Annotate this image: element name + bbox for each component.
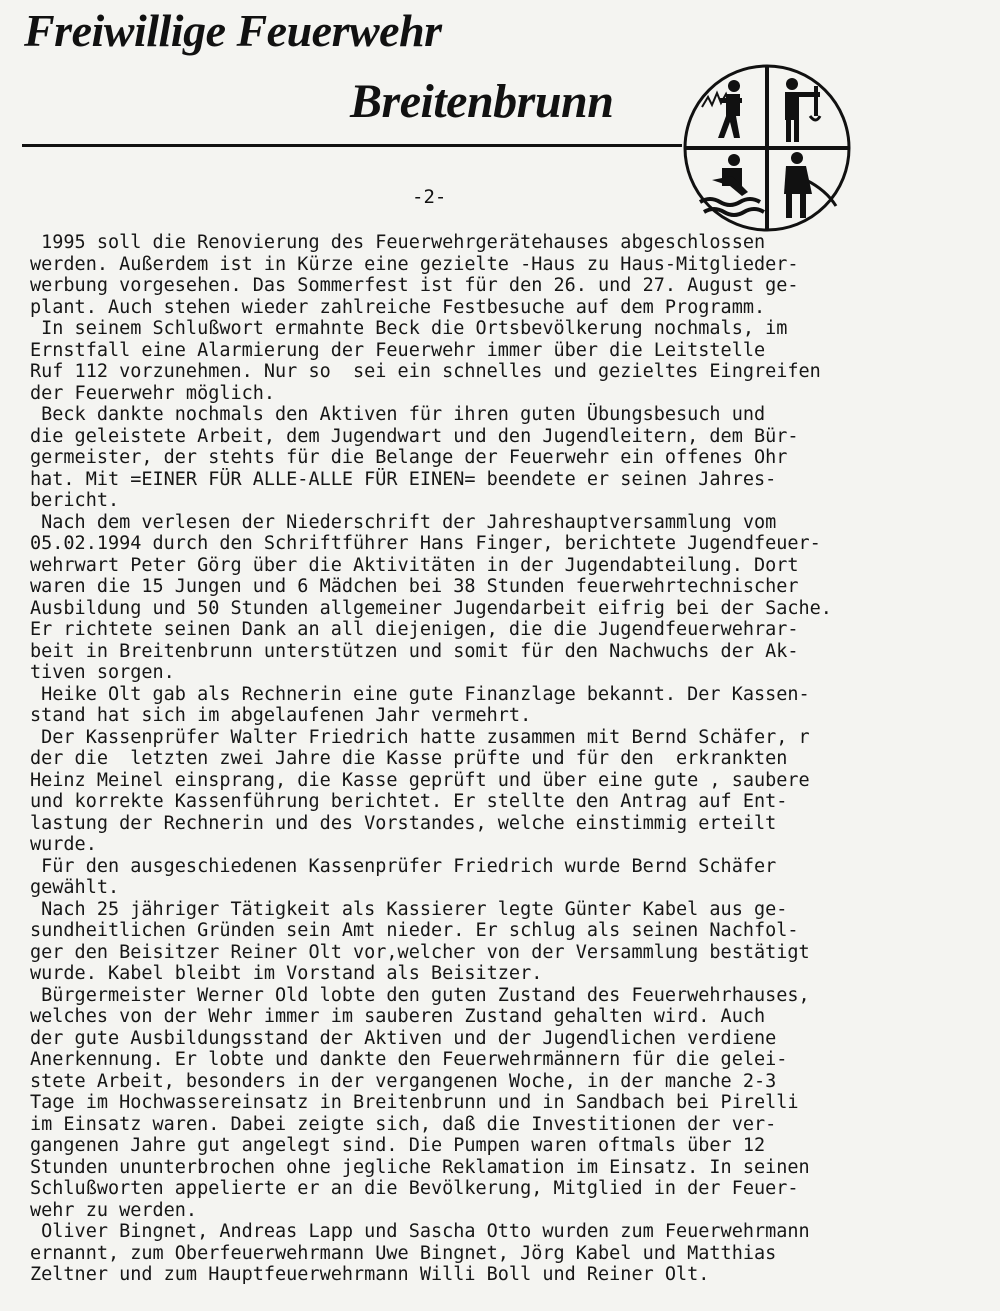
body-line: Anerkennung. Er lobte und dankte den Feuerwehrmännern für die gelei- xyxy=(30,1049,788,1070)
body-line: lastung der Rechnerin und des Vorstandes, welche einstimmig erteilt xyxy=(30,812,777,834)
body-line: Beck dankte nochmals den Aktiven für ihren guten Übungsbesuch und xyxy=(30,404,766,425)
firefighter-flames-figure xyxy=(702,80,742,138)
body-line: sundheitlichen Gründen sein Amt nieder. Er schlug als seinen Nachfol- xyxy=(30,920,799,941)
body-line: der gute Ausbildungsstand der Aktiven und der Jugendlichen verdiene xyxy=(30,1027,777,1049)
body-line: wehr zu werden. xyxy=(30,1199,198,1221)
header-rule xyxy=(22,144,682,147)
body-line: Nach 25 jähriger Tätigkeit als Kassierer legte Günter Kabel aus ge- xyxy=(30,898,788,920)
body-line: In seinem Schlußwort ermahnte Beck die Ortsbevölkerung nochmals, im xyxy=(30,318,788,339)
body-text xyxy=(30,232,980,1286)
body-line: Tage im Hochwassereinsatz in Breitenbrunn und in Sandbach bei Pirelli xyxy=(30,1092,799,1113)
body-line: Schlußworten appelierte er an die Bevölkerung, Mitglied in der Feuer- xyxy=(30,1178,799,1199)
body-line: waren die 15 Jungen und 6 Mädchen bei 38 Stunden feuerwehrtechnischer xyxy=(30,576,799,597)
body-line: Oliver Bingnet, Andreas Lapp und Sascha Otto wurden zum Feuerwehrmann xyxy=(30,1221,810,1242)
page-number: -2- xyxy=(412,186,447,208)
body-line: ernannt, zum Oberfeuerwehrmann Uwe Bingnet, Jörg Kabel und Matthias xyxy=(30,1242,777,1264)
title-line-1: Freiwillige Feuerwehr xyxy=(24,5,442,56)
body-line: hat. Mit =EINER FÜR ALLE-ALLE FÜR EINEN= beendete er seinen Jahres- xyxy=(30,468,777,490)
body-line: Zeltner und zum Hauptfeuerwehrmann Willi Boll und Reiner Olt. xyxy=(30,1264,710,1285)
body-line: die geleistete Arbeit, dem Jugendwart und den Jugendleitern, dem Bür- xyxy=(30,425,799,447)
body-line: tiven sorgen. xyxy=(30,662,175,683)
body-line: werden. Außerdem ist in Kürze eine gezielte -Haus zu Haus-Mitglieder- xyxy=(30,253,799,275)
body-line: wurde. xyxy=(30,834,97,855)
body-line: stete Arbeit, besonders in der vergangenen Woche, in der manche 2-3 xyxy=(30,1070,777,1092)
body-line: Ruf 112 vorzunehmen. Nur so sei ein schnelles und gezieltes Eingreifen xyxy=(30,361,821,382)
body-line: 1995 soll die Renovierung des Feuerwehrgerätehauses abgeschlossen xyxy=(30,232,766,253)
body-line: ger den Beisitzer Reiner Olt vor,welcher von der Versammlung bestätigt xyxy=(30,941,810,963)
body-line: germeister, der stehts für die Belange der Feuerwehr ein offenes Ohr xyxy=(30,447,788,468)
fire-brigade-emblem-icon xyxy=(682,62,852,234)
body-line: Ernstfall eine Alarmierung der Feuerwehr immer über die Leitstelle xyxy=(30,339,766,361)
body-line: welches von der Wehr immer im sauberen Zustand gehalten wird. Auch xyxy=(30,1006,766,1027)
body-line: gangenen Jahre gut angelegt sind. Die Pumpen waren oftmals über 12 xyxy=(30,1135,766,1156)
body-line: wehrwart Peter Görg über die Aktivitäten in der Jugendabteilung. Dort xyxy=(30,554,799,576)
body-line: stand hat sich im abgelaufenen Jahr vermehrt. xyxy=(30,705,532,726)
body-line: Bürgermeister Werner Old lobte den guten Zustand des Feuerwehrhauses, xyxy=(30,984,810,1006)
body-line: im Einsatz waren. Dabei zeigte sich, daß die Investitionen der ver- xyxy=(30,1113,777,1135)
body-line: der die letzten zwei Jahre die Kasse prüfte und für den erkrankten xyxy=(30,748,788,769)
body-line: gewählt. xyxy=(30,877,120,898)
body-line: werbung vorgesehen. Das Sommerfest ist für den 26. und 27. August ge- xyxy=(30,275,799,296)
body-line: wurde. Kabel bleibt im Vorstand als Beisitzer. xyxy=(30,963,543,984)
body-line: 05.02.1994 durch den Schriftführer Hans Finger, berichtete Jugendfeuer- xyxy=(30,533,821,554)
hose-figure xyxy=(784,152,836,218)
body-line: und korrekte Kassenführung berichtet. Er stellte den Antrag auf Ent- xyxy=(30,791,788,812)
body-line: Heike Olt gab als Rechnerin eine gute Finanzlage bekannt. Der Kassen- xyxy=(30,683,810,705)
body-line: Heinz Meinel einsprang, die Kasse geprüft und über eine gute , saubere xyxy=(30,769,810,791)
body-line: Er richtete seinen Dank an all diejenigen, die die Jugendfeuerwehrar- xyxy=(30,619,799,640)
body-line: bericht. xyxy=(30,490,120,511)
body-line: Nach dem verlesen der Niederschrift der Jahreshauptversammlung vom xyxy=(30,511,777,533)
body-line: Stunden ununterbrochen ohne jegliche Reklamation im Einsatz. In seinen xyxy=(30,1156,810,1178)
body-line: Für den ausgeschiedenen Kassenprüfer Friedrich wurde Bernd Schäfer xyxy=(30,855,777,877)
body-line: beit in Breitenbrunn unterstützen und somit für den Nachwuchs der Ak- xyxy=(30,640,799,662)
body-line: Ausbildung und 50 Stunden allgemeiner Jugendarbeit eifrig bei der Sache. xyxy=(30,597,832,619)
body-line: der Feuerwehr möglich. xyxy=(30,382,276,404)
title-line-2: Breitenbrunn xyxy=(350,75,614,128)
body-line: Der Kassenprüfer Walter Friedrich hatte zusammen mit Bernd Schäfer, r xyxy=(30,726,810,748)
body-line: plant. Auch stehen wieder zahlreiche Festbesuche auf dem Programm. xyxy=(30,296,766,318)
rescue-figure xyxy=(785,78,820,142)
